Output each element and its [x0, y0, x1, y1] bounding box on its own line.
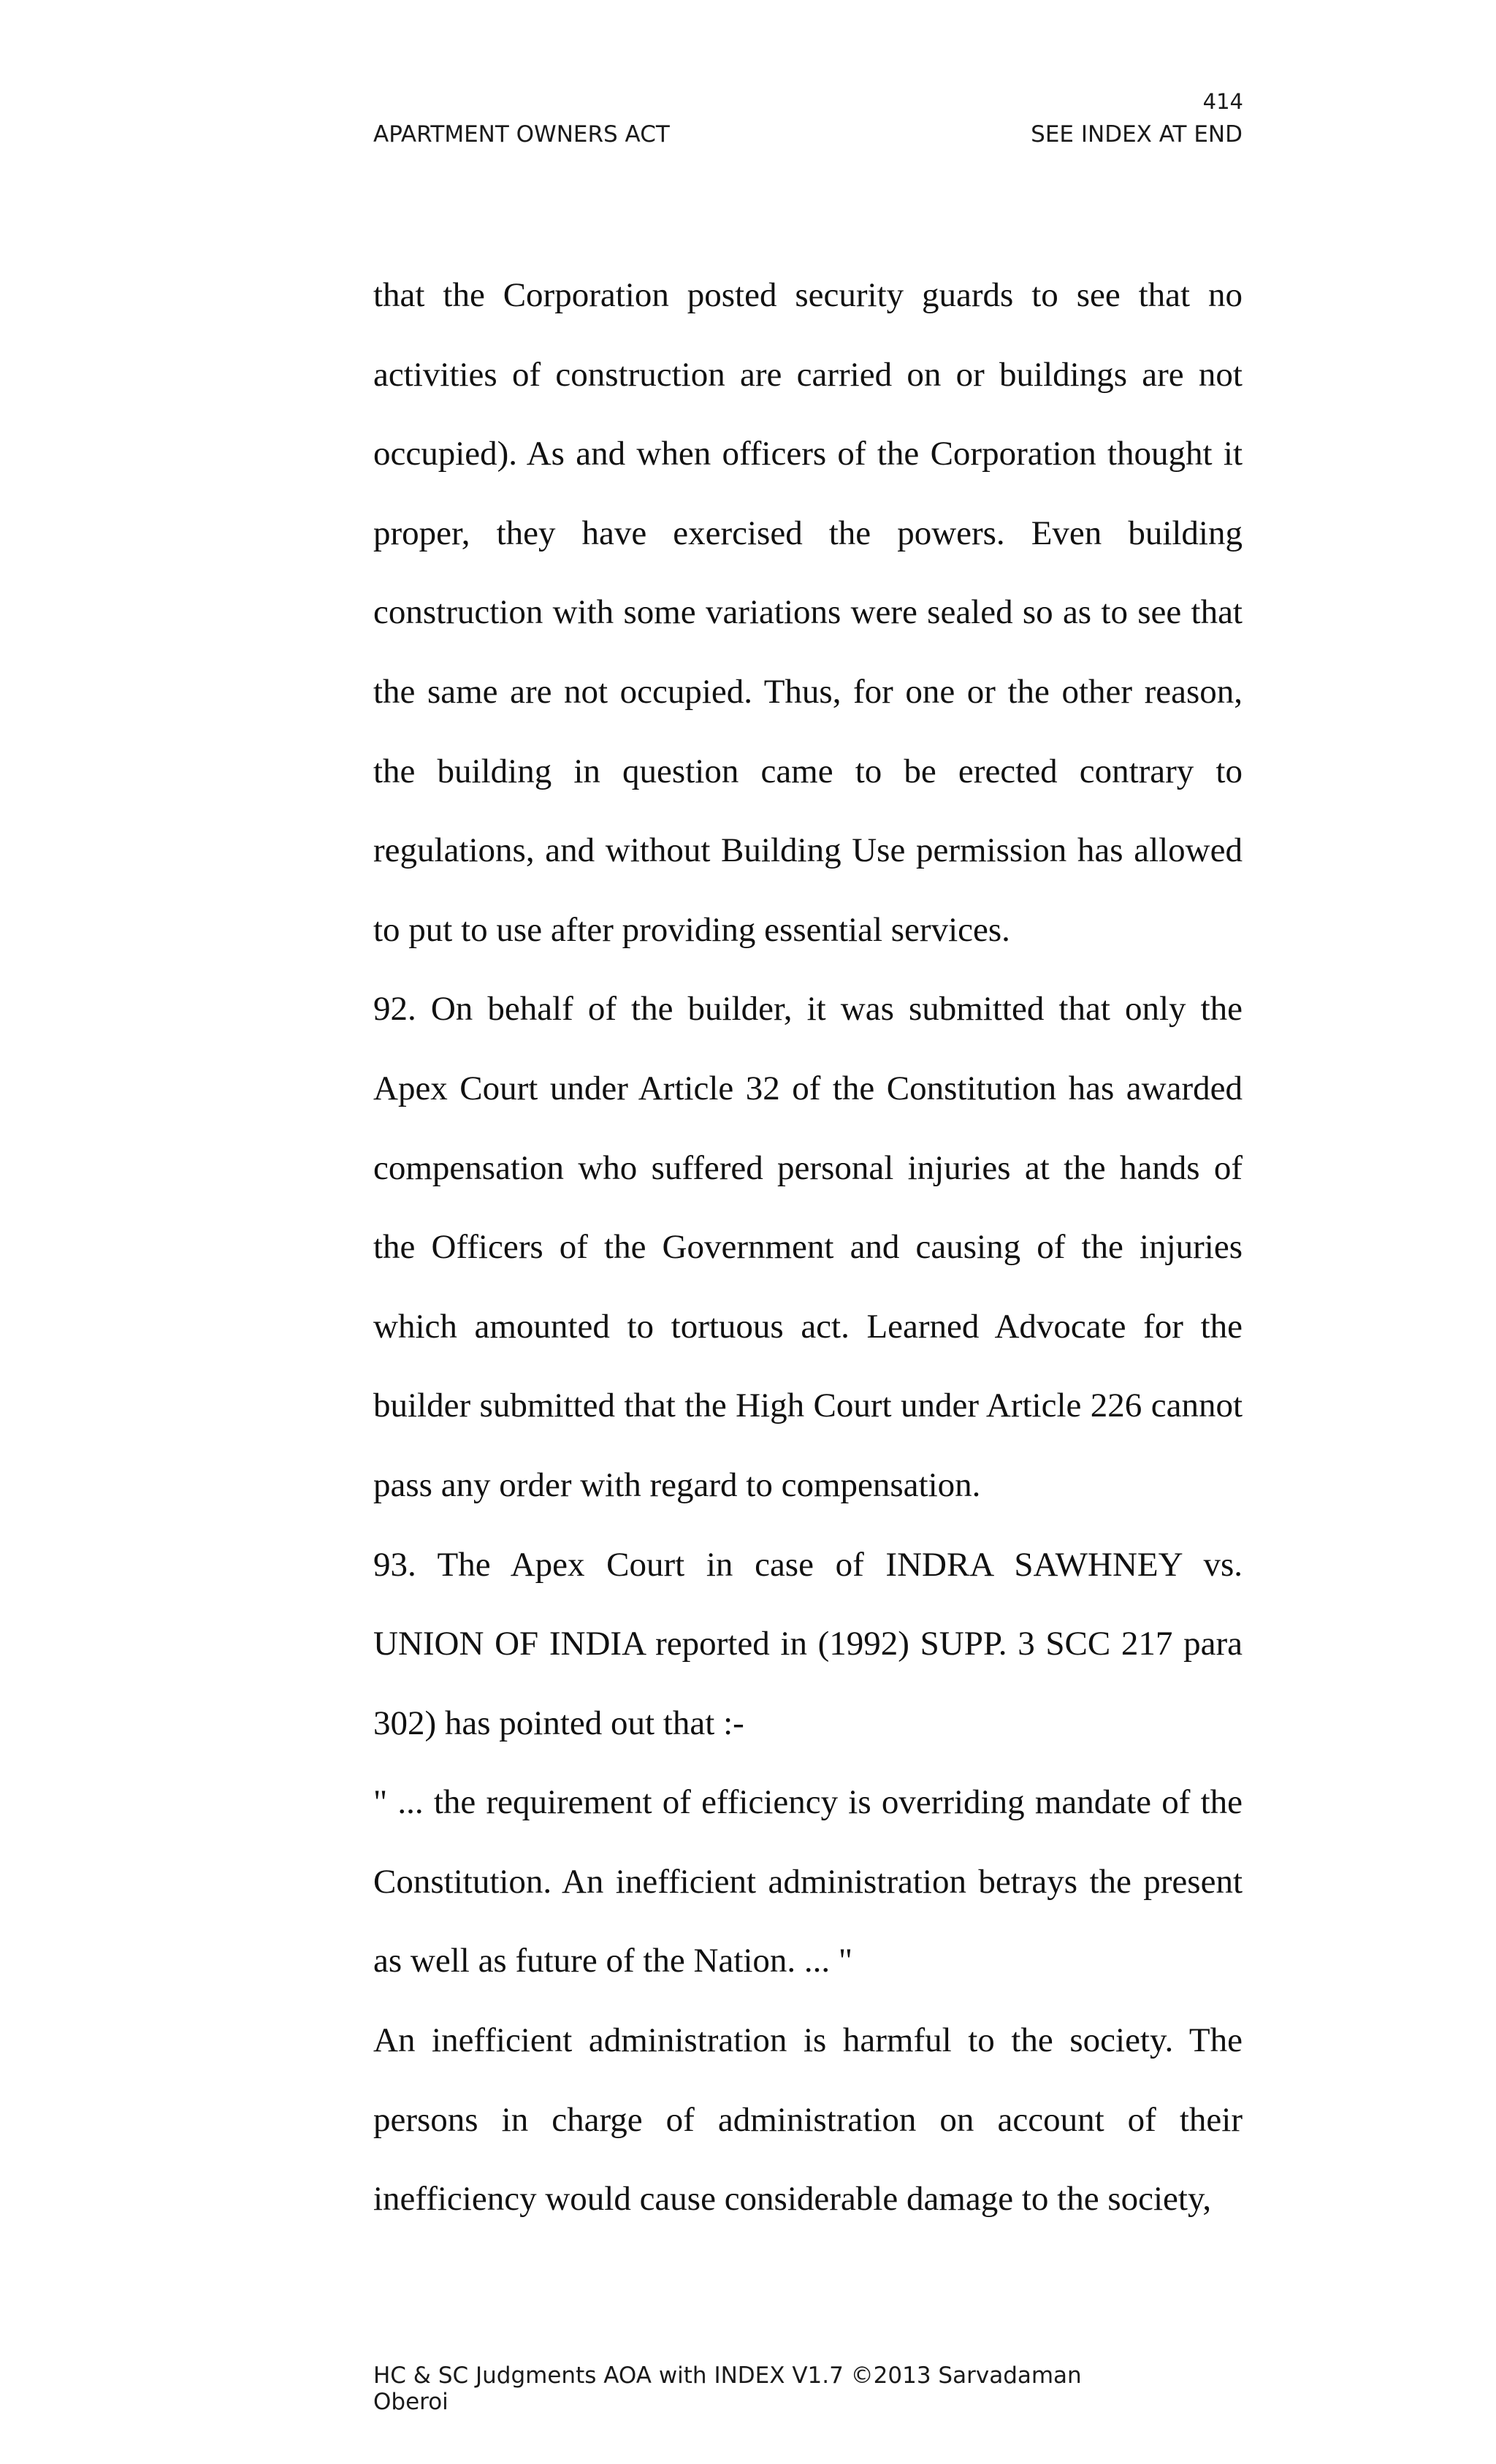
- header-index-note: SEE INDEX AT END: [1031, 121, 1243, 148]
- page-number: 414: [1202, 89, 1243, 114]
- header-title: APARTMENT OWNERS ACT: [373, 121, 670, 148]
- paragraph-continued: that the Corporation posted security guards to see that no activities of construction are carried on or buildings are not occupied). As and when officers of the Corporation thought it proper, they have exercised the powers. Even building construction with some variations were sealed so as to see that the same are not occupied. Thus, for one or the other reason, the building in question came to be erected contrary to regulations, and without Building Use permission has allowed to put to use after providing essential services.: [373, 276, 1243, 949]
- quoted-passage: " ... the requirement of efficiency is overriding mandate of the Constitution. An inefficient administration betrays the present as well as future of the Nation. ... ": [373, 1783, 1243, 1980]
- paragraph-commentary: An inefficient administration is harmful to the society. The persons in charge of administration on account of their inefficiency would cause considerable damage to the society,: [373, 2021, 1243, 2219]
- page-footer: HC & SC Judgments AOA with INDEX V1.7 ©2013 Sarvadaman Oberoi: [373, 2362, 1082, 2415]
- paragraph-93: 93. The Apex Court in case of INDRA SAWHNEY vs. UNION OF INDIA reported in (1992) SUPP. 3 SCC 217 para 302) has pointed out that :-: [373, 1545, 1243, 1742]
- judgment-body: [373, 256, 1243, 2239]
- paragraph-92: 92. On behalf of the builder, it was submitted that only the Apex Court under Article 32 of the Constitution has awarded compensation who suffered personal injuries at the hands of the Officers of the Government and causing of the injuries which amounted to tortuous act. Learned Advocate for the builder submitted that the High Court under Article 226 cannot pass any order with regard to compensation.: [373, 990, 1243, 1504]
- running-header: [373, 121, 1243, 148]
